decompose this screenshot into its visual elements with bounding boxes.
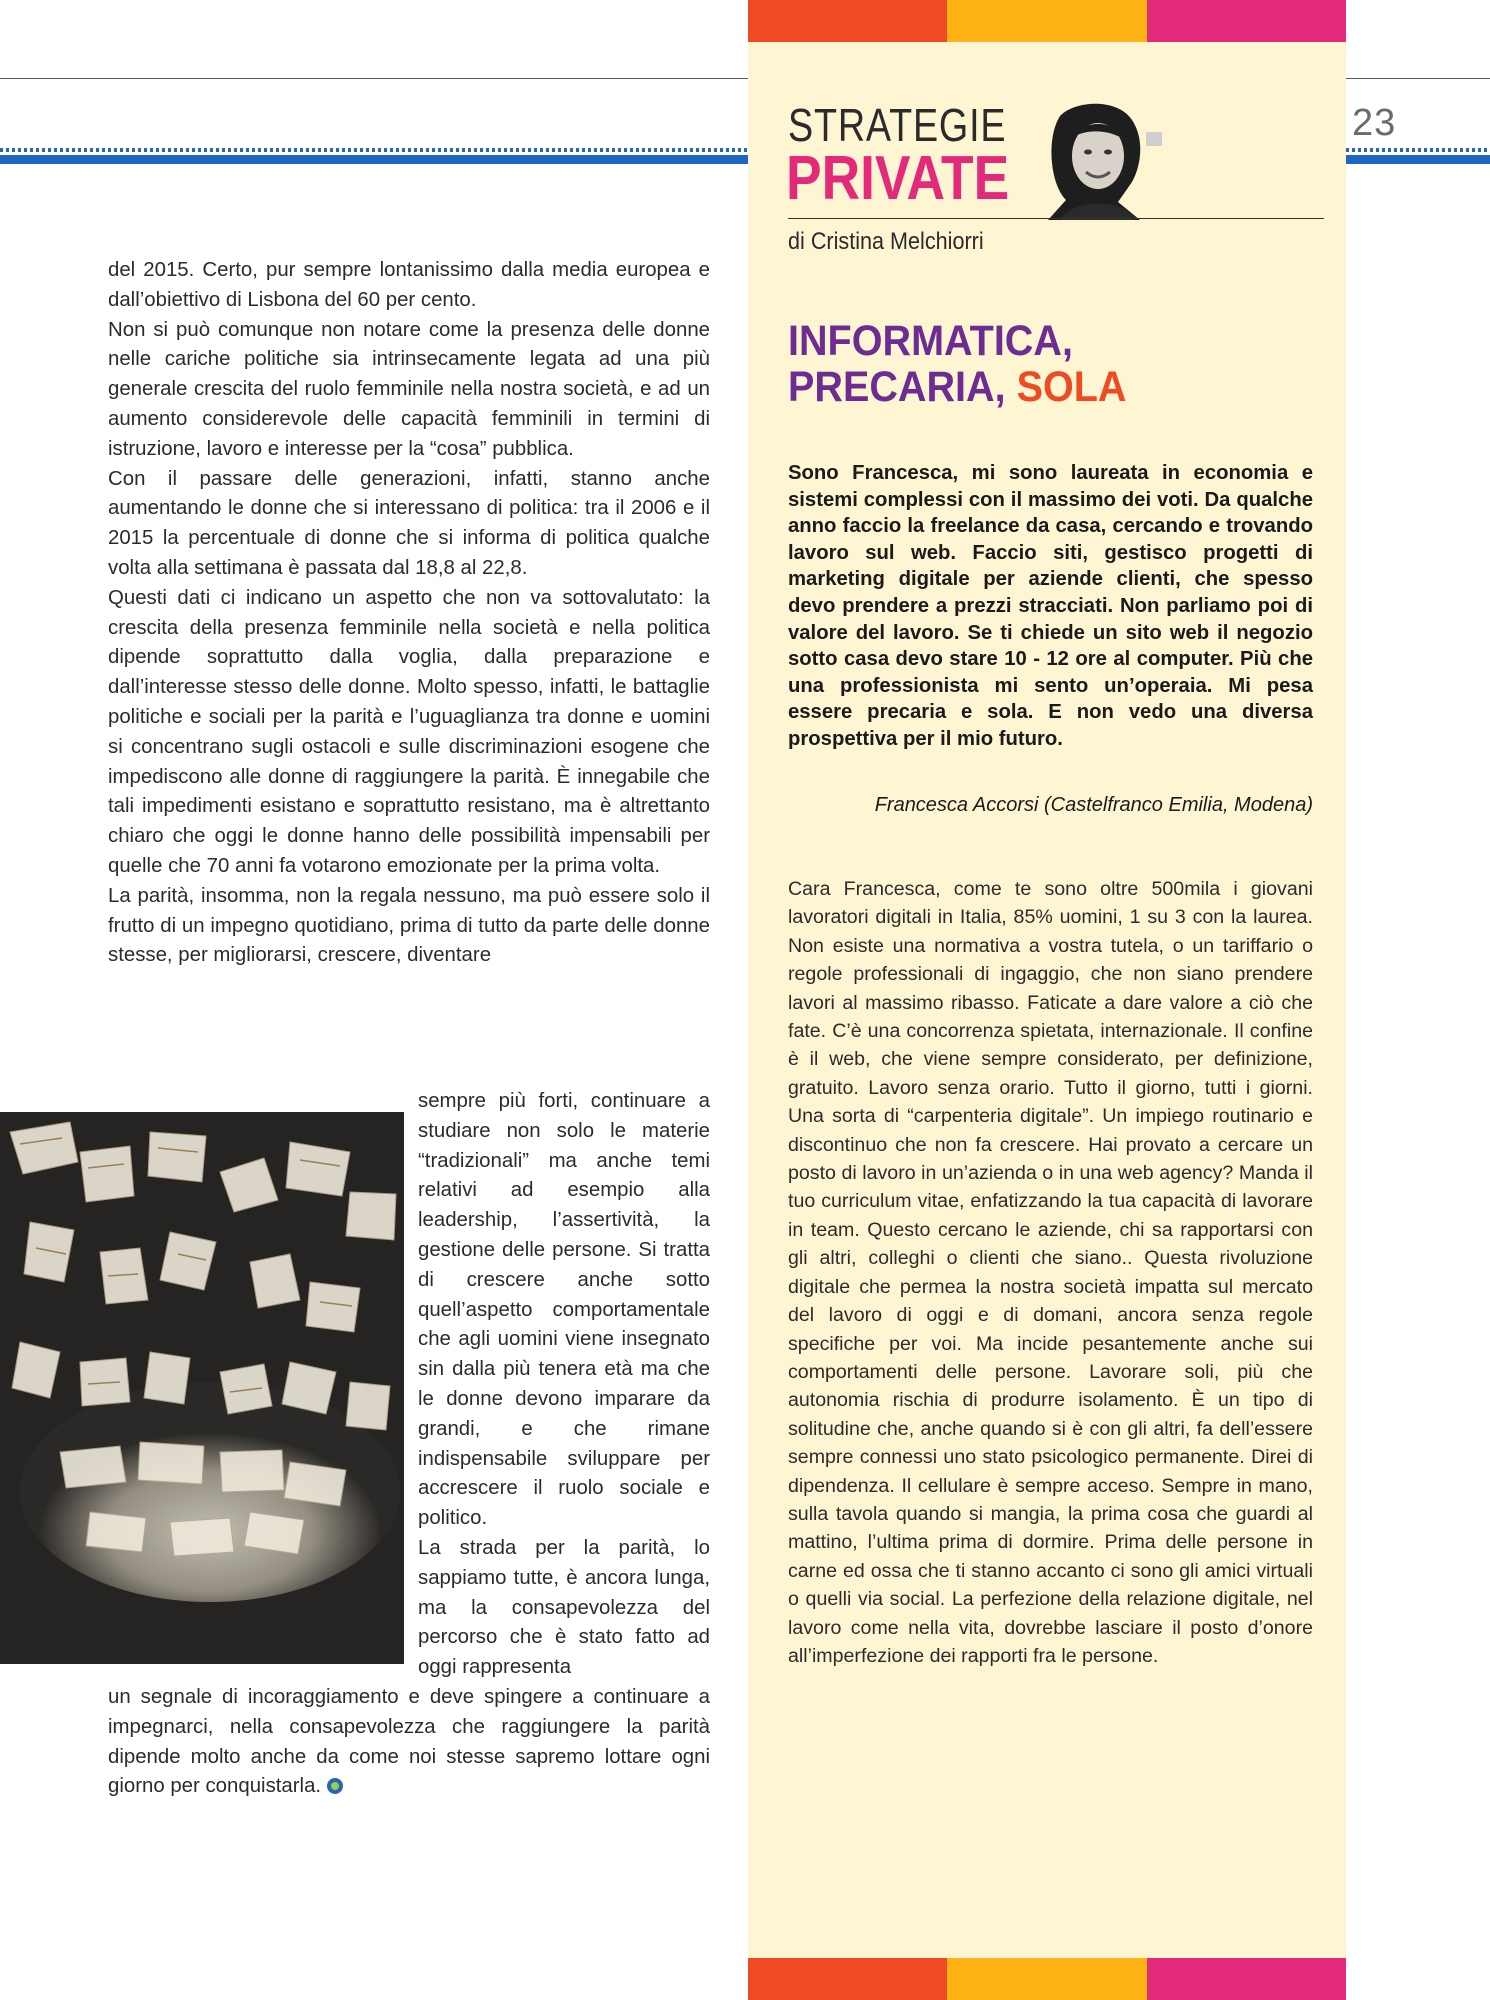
paragraph: del 2015. Certo, pur sempre lontanissimo dalla media europea e dall’obiettivo di Lisbona del 60 per cento. [108, 259, 710, 311]
article-headline [788, 318, 1126, 410]
author-byline: di Cristina Melchiorri [788, 228, 984, 255]
column-title-strategie: STRATEGIE [788, 99, 1007, 151]
paragraph: La parità, insomma, non la regala nessuno, ma può essere solo il frutto di un impegno quotidiano, prima di tutto da parte delle donne stesse, per migliorarsi, crescere, diventare [108, 884, 710, 967]
letter-signature: Francesca Accorsi (Castelfranco Emilia, Modena) [874, 794, 1313, 816]
byline-rule [788, 218, 1324, 219]
headline-line-1: INFORMATICA, [788, 317, 1073, 365]
left-article-text [108, 256, 710, 971]
paragraph: un segnale di incoraggiamento e deve spingere a continuare a impegnarci, nella consapevolezza che raggiungere la parità dipende molto anche da come noi stesse sapremo lottare ogni giorno per conquistarla. [108, 1686, 710, 1798]
end-of-article-icon [327, 1778, 343, 1794]
paper-notes-installation-photo [0, 1112, 404, 1664]
page-number: 23 [1352, 102, 1397, 144]
paragraph: Questi dati ci indicano un aspetto che non va sottovalutato: la crescita della presenza femminile nella società e nella politica dipende soprattutto dalla voglia, dalla preparazione e dall’interesse stesso delle donne. Molto spesso, infatti, le battaglie politiche e sociali per la parità e l’uguaglianza tra donne e uomini si concentrano sugli ostacoli e sulle discriminazioni esogene che impediscono alle donne di raggiungere la parità. È innegabile che tali impedimenti esistano e soprattutto resistano, ma è altrettanto chiaro che oggi le donne hanno delle possibilità impensabili per quelle che 70 anni fa votarono emozionate per la prima volta. [108, 586, 710, 877]
headline-accent: SOLA [1016, 363, 1127, 411]
closing-text [108, 1683, 710, 1802]
wrapped-text [418, 1087, 710, 1683]
paragraph: La strada per la parità, lo sappiamo tutte, è ancora lunga, ma la consapevolezza del percorso che è stato fatto ad oggi rappresenta [418, 1536, 710, 1679]
reader-letter: Sono Francesca, mi sono laureata in economia e sistemi complessi con il massimo dei voti. Da qualche anno faccio la freelance da casa, cercando e trovando lavoro sul web. Faccio siti, gestisco progetti di marketing digitale per aziende clienti, che spesso devo prendere a prezzi stracciati. Non parliamo poi di valore del lavoro. Se ti chiede un sito web il negozio sotto casa devo stare 10 - 12 ore al computer. Più che una professionista mi sento un’operaia. Mi pesa essere precaria e sola. E non vedo una diversa prospettiva per il mio futuro. [788, 462, 1313, 750]
color-stripe-bottom [748, 1958, 1346, 2000]
paragraph: Con il passare delle generazioni, infatti, stanno anche aumentando le donne che si interessano di politica: tra il 2006 e il 2015 la percentuale di donne che si informa di politica qualche volta alla settimana è passata dal 18,8 al 22,8. [108, 467, 710, 579]
headline-part: PRECARIA, [788, 363, 1017, 411]
color-stripe-top [748, 0, 1346, 42]
header-rule-left [0, 148, 748, 168]
paragraph: sempre più forti, continuare a studiare non solo le materie “tradizionali” ma anche temi relativi ad esempio alla leadership, l’assertività, la gestione delle persone. Si tratta di crescere anche sotto quell’aspetto comportamentale che agli uomini viene insegnato sin dalla più tenera età ma che le donne devono imparare da grandi, e che rimane indispensabile sviluppare per accrescere il ruolo sociale e politico. [418, 1090, 710, 1530]
author-portrait-icon [1020, 98, 1170, 220]
paragraph: Non si può comunque non notare come la presenza delle donne nelle cariche politiche sia intrinsecamente legata ad una più generale crescita del ruolo femminile nella nostra società, e ad un aumento considerevole delle capacità femminili in termini di istruzione, lavoro e interesse per la “cosa” pubblica. [108, 318, 710, 460]
column-reply: Cara Francesca, come te sono oltre 500mila i giovani lavoratori digitali in Italia, 85% uomini, 1 su 3 con la laurea. Non esiste una normativa a vostra tutela, o un tariffario o regole professionali di ingaggio, che non siano prendere lavori al massimo ribasso. Faticate a dare valore a ciò che fate. C’è una concorrenza spietata, internazionale. Il confine è il web, che viene sempre considerato, per definizione, gratuito. Lavoro senza orario. Tutto il giorno, tutti i giorni. Una sorta di “carpenteria digitale”. Un impiego routinario e discontinuo che non fa crescere. Hai provato a cercare un posto di lavoro in un’azienda o in una web agency? Manda il tuo curriculum vitae, enfatizzando la tua capacità di lavorare in team. Questo cercano le aziende, chi sa rapportarsi con gli altri, colleghi o clienti che siano.. Questa rivoluzione digitale che permea la nostra società impatta sul mercato del lavoro di oggi e di domani, ancora senza regole specifiche per voi. Ma incide pesantemente anche sui comportamenti delle persone. Lavorare soli, più che autonomia rischia di produrre isolamento. È un tipo di solitudine che, anche quando si è con gli altri, fa dell’essere sempre connessi uno stato psicologico permanente. Direi di dipendenza. Il cellulare è sempre acceso. Sempre in mano, sulla tavola quando si mangia, la prima cosa che guardi al mattino, l’ultima prima di dormire. Prima delle persone in carne ed ossa che ti stanno accanto ci sono gli amici virtuali o quelli via social. La perfezione della relazione digitale, nel lavoro come nella vita, dovrebbe lasciare il posto d’onore all’imperfezione dei rapporti fra le persone. [788, 878, 1313, 1667]
column-title-private: PRIVATE [786, 144, 1010, 213]
header-rule-right [1346, 148, 1490, 168]
headline-line-2 [788, 364, 1126, 410]
